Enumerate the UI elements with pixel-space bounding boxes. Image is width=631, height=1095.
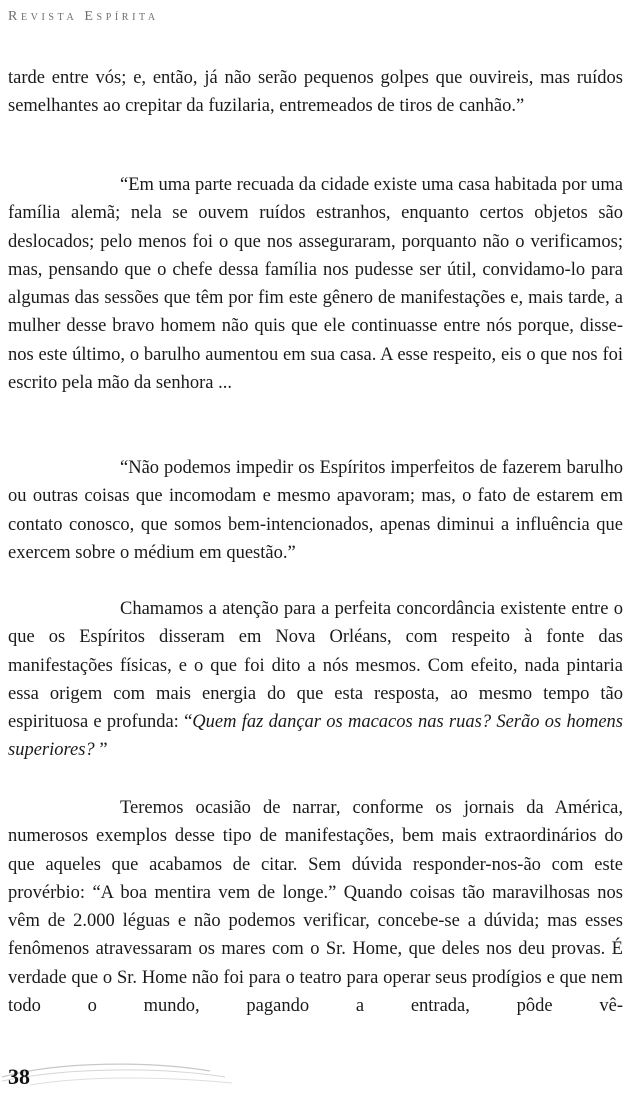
paragraph-quote-spirits: “Não podemos impedir os Espíritos imperfeitos de fazerem barulho ou outras coisas que incomodam e mesmo apavoram; mas, o fato de estarem em contato conosco, que somos bem-intencionados, apenas diminui a influência que exercem sobre o médium em questão.” bbox=[8, 458, 623, 563]
page-number: 38 bbox=[8, 1064, 30, 1089]
running-header: Revista Espírita bbox=[8, 9, 159, 24]
footer-swoosh-ornament bbox=[0, 1055, 240, 1095]
paragraph-concordance bbox=[8, 595, 623, 765]
italic-quote: Quem faz dançar os macacos nas ruas? Serão os homens superiores? bbox=[8, 712, 624, 761]
closing-quote: ” bbox=[94, 740, 108, 761]
paragraph-america: Teremos ocasião de narrar, conforme os jornais da América, numerosos exemplos desse tipo de manifestações, bem mais extraordinários do que aqueles que acabamos de citar. Sem dúvida responder-nos-ão com este provérbio: “A boa mentira vem de longe.” Quando coisas tão maravilhosas nos vêm de 2.000 léguas e não podemos verificar, concebe-se a dúvida; mas esses fenômenos atravessaram os mares com o Sr. Home, que deles nos deu provas. É verdade que o Sr. Home não foi para o teatro para operar seus prodígios e que nem todo o mundo, pagando a entrada, pôde vê- bbox=[8, 798, 623, 1017]
paragraph-quote-german-family: “Em uma parte recuada da cidade existe uma casa habitada por uma família alemã; nela se ouvem ruídos estranhos, enquanto certos objetos são deslocados; pelo menos foi o que nos asseguraram, porquanto não o verificamos; mas, pensando que o chefe dessa família nos pudesse ser útil, convidamo-lo para algumas das sessões que têm por fim este gênero de manifestações e, mais tarde, a mulher desse bravo homem não quis que ele continuasse entre nós porque, disse-nos este último, o barulho aumentou em sua casa. A esse respeito, eis o que nos foi escrito pela mão da senhora ... bbox=[8, 175, 623, 394]
paragraph-continuation: tarde entre vós; e, então, já não serão pequenos golpes que ouvireis, mas ruídos semelhantes ao crepitar da fuzilaria, entremeados de tiros de canhão.” bbox=[8, 68, 623, 117]
paragraph-concordance-text: Chamamos a atenção para a perfeita concordância existente entre o que os Espíritos disseram em Nova Orléans, com respeito à fonte das manifestações físicas, e o que foi dito a nós mesmos. Com efeito, nada pintaria essa origem com mais energia do que esta resposta, ao mesmo tempo tão espirituosa e profunda: “ bbox=[8, 599, 623, 733]
